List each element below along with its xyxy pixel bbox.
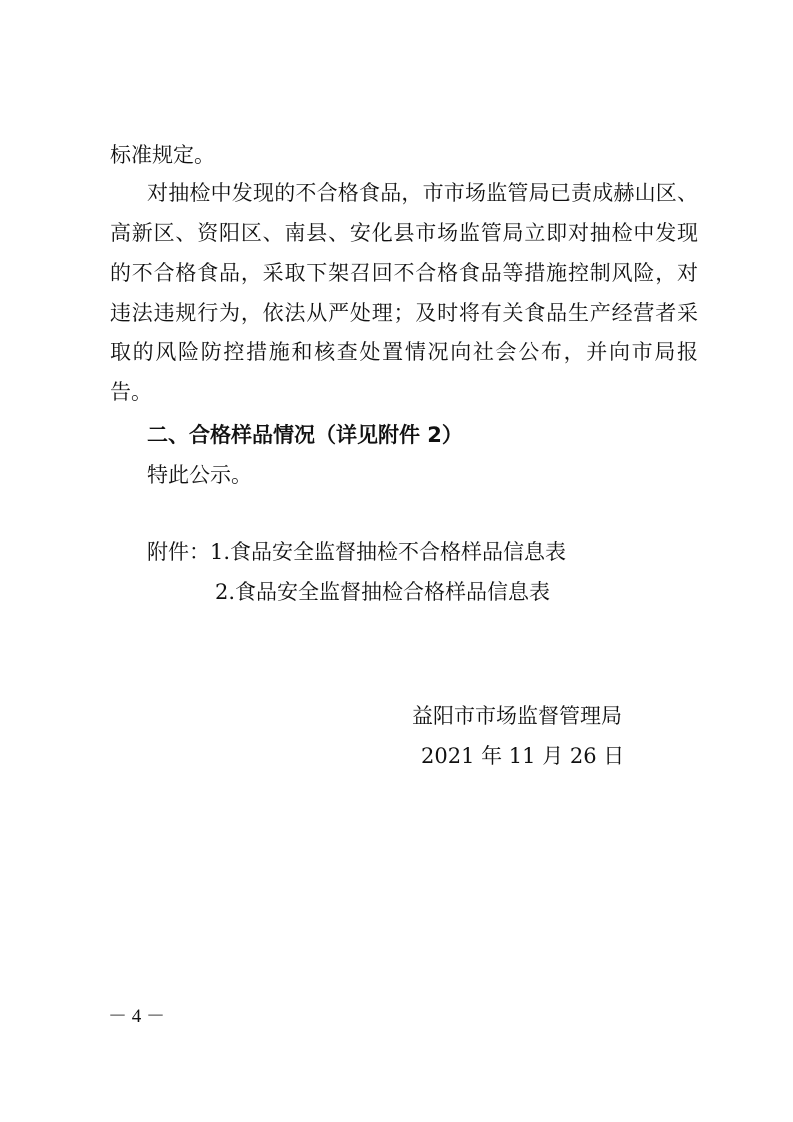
paragraph-line-2: 高新区、资阳区、南县、安化县市场监管局立即对抽检中发现 xyxy=(110,221,698,245)
paragraph-line-4: 违法违规行为，依法从严处理；及时将有关食品生产经营者采 xyxy=(110,301,698,325)
notice-text: 特此公示。 xyxy=(147,463,252,487)
document-date: 2021 年 11 月 26 日 xyxy=(421,744,625,768)
page-number: － 4 － xyxy=(108,1006,166,1027)
attachment-item-1: 1.食品安全监督抽检不合格样品信息表 xyxy=(210,540,567,564)
agency-name: 益阳市市场监督管理局 xyxy=(412,704,622,728)
section-heading: 二、合格样品情况（详见附件 2） xyxy=(147,423,463,447)
paragraph-line-3: 的不合格食品，采取下架召回不合格食品等措施控制风险，对 xyxy=(110,261,698,285)
paragraph-line-5: 取的风险防控措施和核查处置情况向社会公布，并向市局报 xyxy=(110,340,698,364)
attachment-line-1 xyxy=(147,537,566,567)
continuation-line: 标准规定。 xyxy=(110,143,215,167)
paragraph-line-6: 告。 xyxy=(110,380,152,404)
attachment-prefix: 附件： xyxy=(147,540,210,564)
attachment-item-2: 2.食品安全监督抽检合格样品信息表 xyxy=(215,580,551,604)
paragraph-line-1: 对抽检中发现的不合格食品，市市场监管局已责成赫山区、 xyxy=(147,181,698,205)
